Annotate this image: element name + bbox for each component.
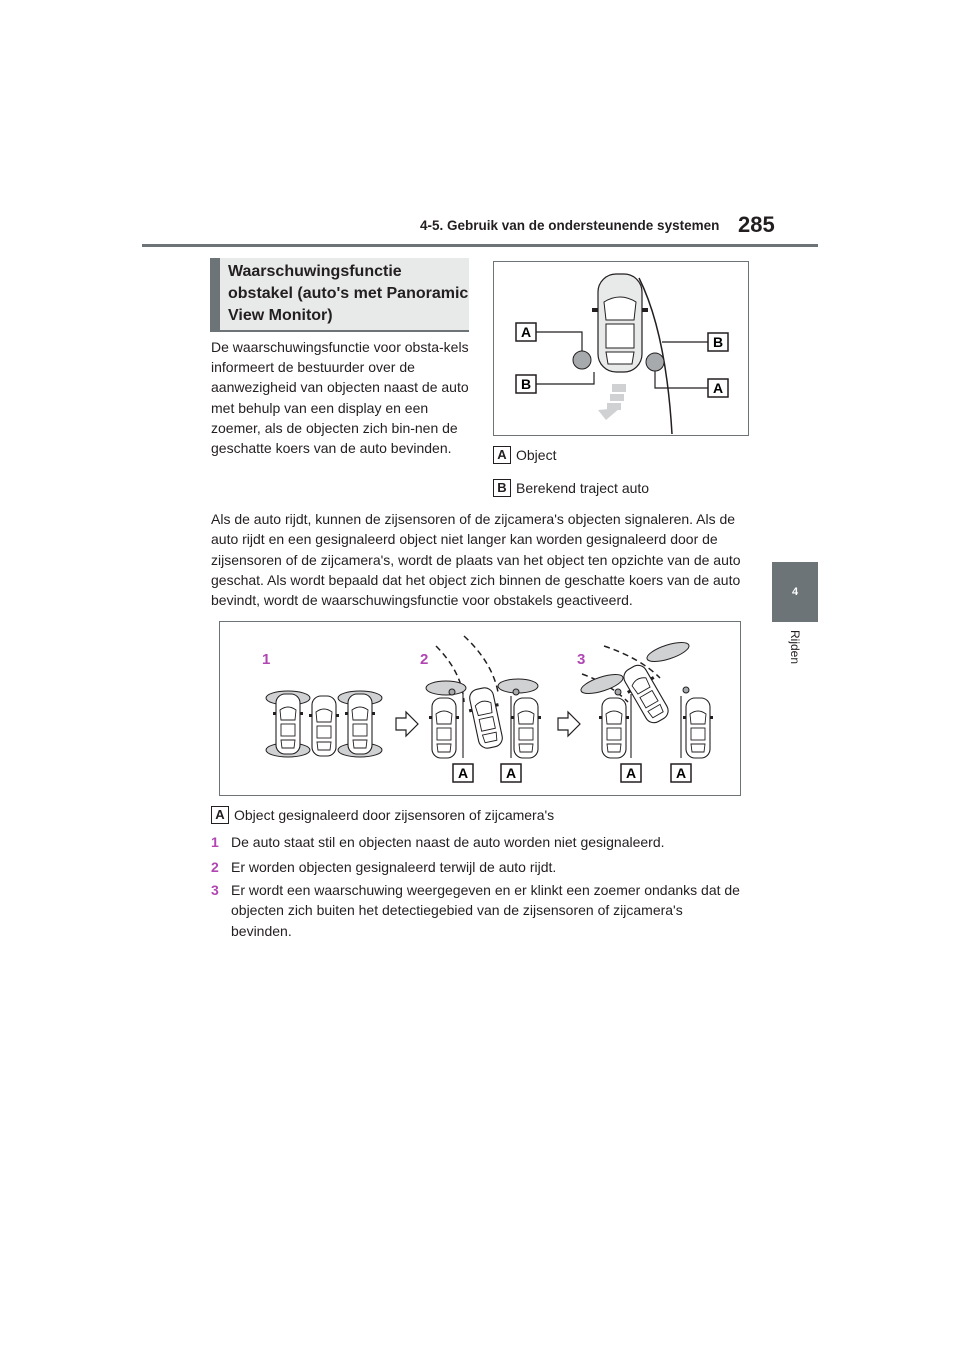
label-a-2: A xyxy=(505,765,517,781)
legend-text: Object gesignaleerd door zijsensoren of zijcamera's xyxy=(234,807,555,823)
scene-3 xyxy=(579,639,713,758)
label-b-right: B xyxy=(712,334,724,350)
label-a-1: A xyxy=(457,765,469,781)
intro-paragraph: De waarschuwingsfunctie voor obsta-kels informeert de bestuurder over de aanwezigheid van objecten naast de auto met behulp van een display en een zoemer, als de objecten zich bin-nen de geschatte koers van de auto bevinden. xyxy=(211,339,469,457)
section-title: Waarschuwingsfunctie obstakel (auto's met Panoramic View Monitor) xyxy=(210,258,469,330)
step-number: 2 xyxy=(211,859,219,875)
chapter-number: 4 xyxy=(791,586,799,598)
legend-badge: A xyxy=(493,446,511,464)
step-label-3: 3 xyxy=(577,651,586,668)
trajectory-diagram xyxy=(494,262,748,435)
label-a-left: A xyxy=(520,324,532,340)
step-item xyxy=(211,880,741,941)
step-item xyxy=(211,832,741,852)
legend-badge: A xyxy=(211,806,229,824)
body-paragraph: Als de auto rijdt, kunnen de zijsensoren of de zijcamera's objecten signaleren. Als de auto rijdt en een gesignaleerd object niet langer kan worden gesignaleerd door de zijsensoren of de zijcamera's, wordt de plaats van het object ten opzichte van de auto geschat. Als wordt bepaald dat het object zich binnen de geschatte koers van de auto bevindt, wordt de waarschuwingsfunctie voor obstakels geactiveerd. xyxy=(211,511,741,609)
label-a-right: A xyxy=(712,380,724,396)
step-text: De auto staat stil en objecten naast de auto worden niet gesignaleerd. xyxy=(231,834,665,850)
scene-2 xyxy=(426,636,541,758)
step-label-1: 1 xyxy=(262,651,271,668)
label-a-4: A xyxy=(675,765,687,781)
label-a-3: A xyxy=(625,765,637,781)
legend-object xyxy=(493,446,556,464)
sequence-diagram xyxy=(220,622,740,795)
header-divider xyxy=(142,244,818,247)
step-number: 3 xyxy=(211,882,219,898)
chapter-tab xyxy=(772,562,818,622)
page-number: 285 xyxy=(738,212,775,237)
step-item xyxy=(211,857,741,877)
step-number: 1 xyxy=(211,834,219,850)
step-label-2: 2 xyxy=(420,651,429,668)
legend-text: Object xyxy=(516,447,557,463)
legend-detected-object xyxy=(211,806,554,824)
figure-sequence xyxy=(219,621,741,796)
car-icon xyxy=(592,274,648,372)
legend-trajectory xyxy=(493,479,649,497)
legend-badge: B xyxy=(493,479,511,497)
section-title-divider xyxy=(210,330,469,332)
header-section-title: 4-5. Gebruik van de ondersteunende systemen xyxy=(420,218,720,233)
chapter-label: Rijden xyxy=(788,630,802,665)
step-text: Er wordt een waarschuwing weergegeven en er klinkt een zoemer ondanks dat de objecten zich buiten het detectiegebied van de zijsensoren of zijcamera's bevinden. xyxy=(231,882,740,939)
motion-arrow-icon xyxy=(598,384,626,420)
scene-1 xyxy=(266,691,382,757)
step-text: Er worden objecten gesignaleerd terwijl de auto rijdt. xyxy=(231,859,557,875)
figure-trajectory xyxy=(493,261,749,436)
legend-text: Berekend traject auto xyxy=(516,480,650,496)
label-b-left: B xyxy=(520,376,532,392)
